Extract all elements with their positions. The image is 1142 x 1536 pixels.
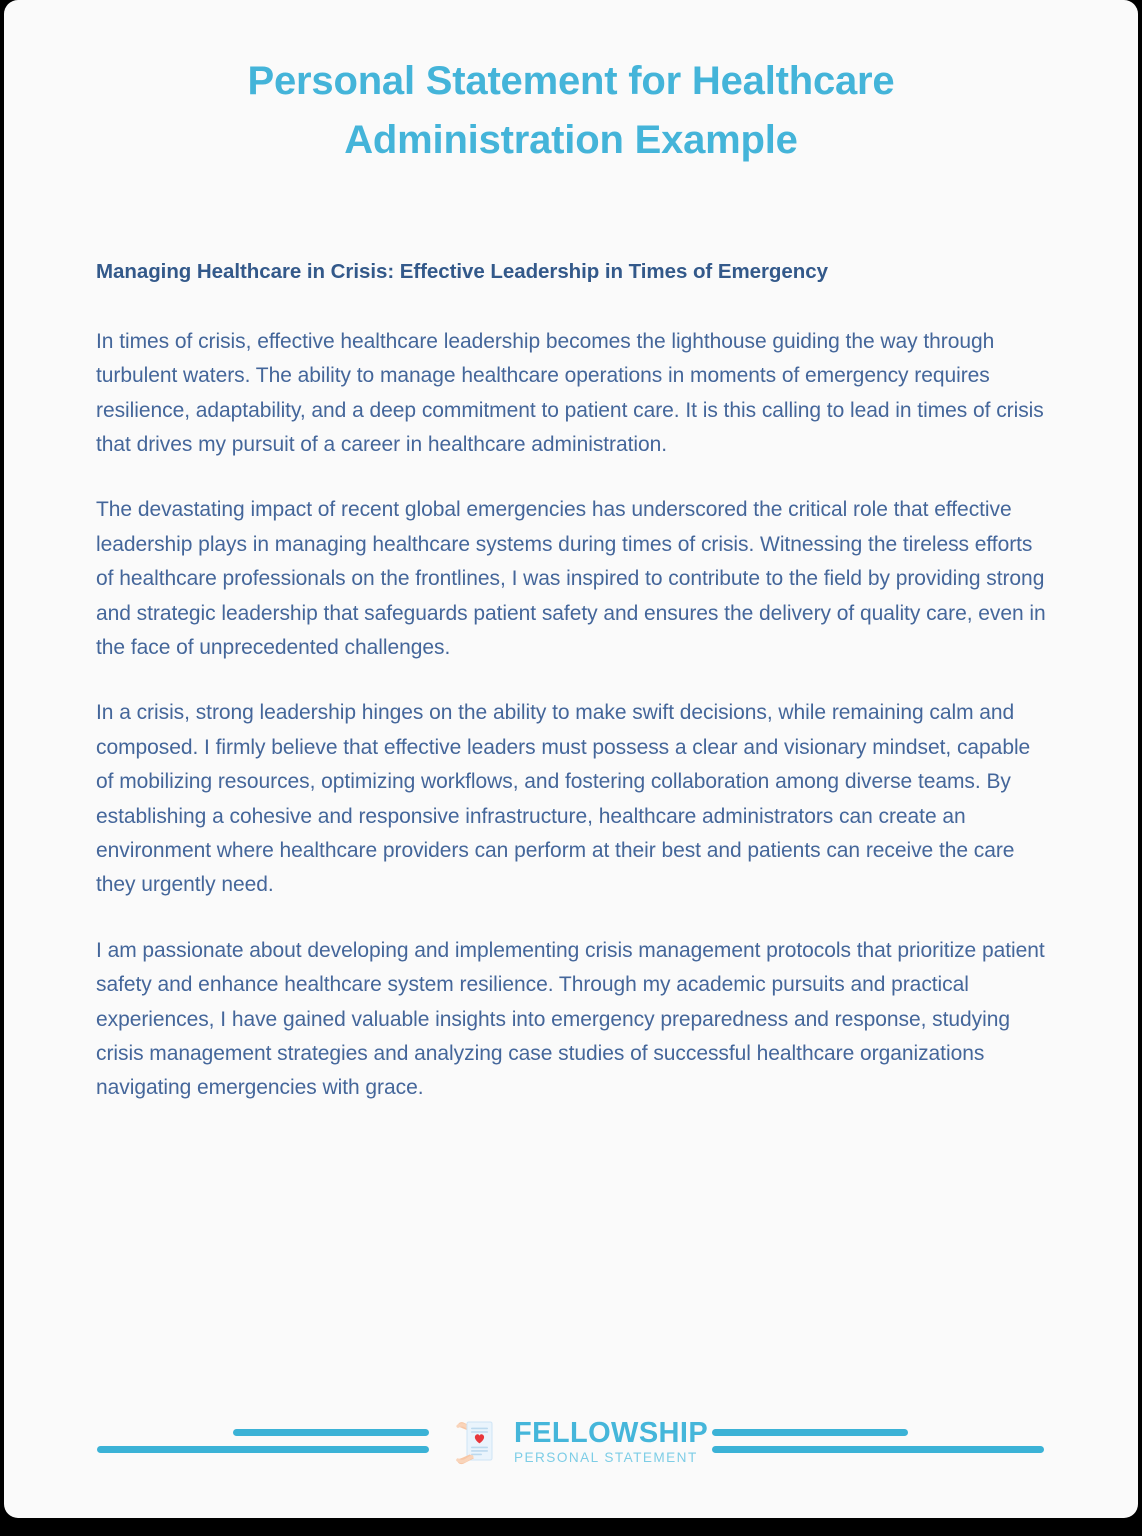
paragraph: In a crisis, strong leadership hinges on the ability to make swift decisions, while remaining calm and composed. I firmly believe that effective leaders must possess a clear and visionary mindset, capable of mobilizing resources, optimizing workflows, and fostering collaboration among diverse teams. By establishing a cohesive and responsive infrastructure, healthcare administrators can create an environment where healthcare providers can perform at their best and patients can receive the care they urgently need. (96, 701, 1031, 897)
decorative-rule-icon (712, 1446, 1044, 1453)
page-footer (4, 1407, 1138, 1477)
page-title: Personal Statement for Healthcare Administration Example (247, 59, 895, 163)
document-page (4, 0, 1138, 1518)
paragraph: The devastating impact of recent global emergencies has underscored the critical role that effective leadership plays in managing healthcare systems during times of crisis. Witnessing the tireless efforts of healthcare professionals on the frontlines, I was inspired to contribute to the field by providing strong and strategic leadership that safeguards patient safety and ensures the delivery of quality care, even in the face of unprecedented challenges. (96, 498, 1046, 659)
logo-wordmark: FELLOWSHIP (514, 1417, 709, 1450)
logo-text-group (514, 1419, 708, 1465)
document-content (4, 52, 1138, 1518)
statement-body (96, 257, 1051, 1106)
decorative-rule-icon (233, 1429, 429, 1436)
decorative-rule-icon (97, 1446, 429, 1453)
logo-tagline: PERSONAL STATEMENT (514, 1450, 698, 1466)
statement-heading: Managing Healthcare in Crisis: Effective Leadership in Times of Emergency (96, 260, 828, 283)
paragraph: I am passionate about developing and implementing crisis management protocols that prioritize patient safety and enhance healthcare system resilience. Through my academic pursuits and practical experiences, I have gained valuable insights into emergency preparedness and response, studying crisis management strategies and analyzing case studies of successful healthcare organizations navigating emergencies with grace. (96, 938, 1045, 1100)
brand-logo[interactable] (455, 1411, 709, 1473)
decorative-rule-icon (712, 1429, 908, 1436)
paragraph: In times of crisis, effective healthcare leadership becomes the lighthouse guiding the way through turbulent waters. The ability to manage healthcare operations in moments of emergency requires resilience, adaptability, and a deep commitment to patient care. It is this calling to lead in times of crisis that drives my pursuit of a career in healthcare administration. (96, 329, 1044, 456)
document-in-hands-with-heart-icon (455, 1415, 505, 1469)
